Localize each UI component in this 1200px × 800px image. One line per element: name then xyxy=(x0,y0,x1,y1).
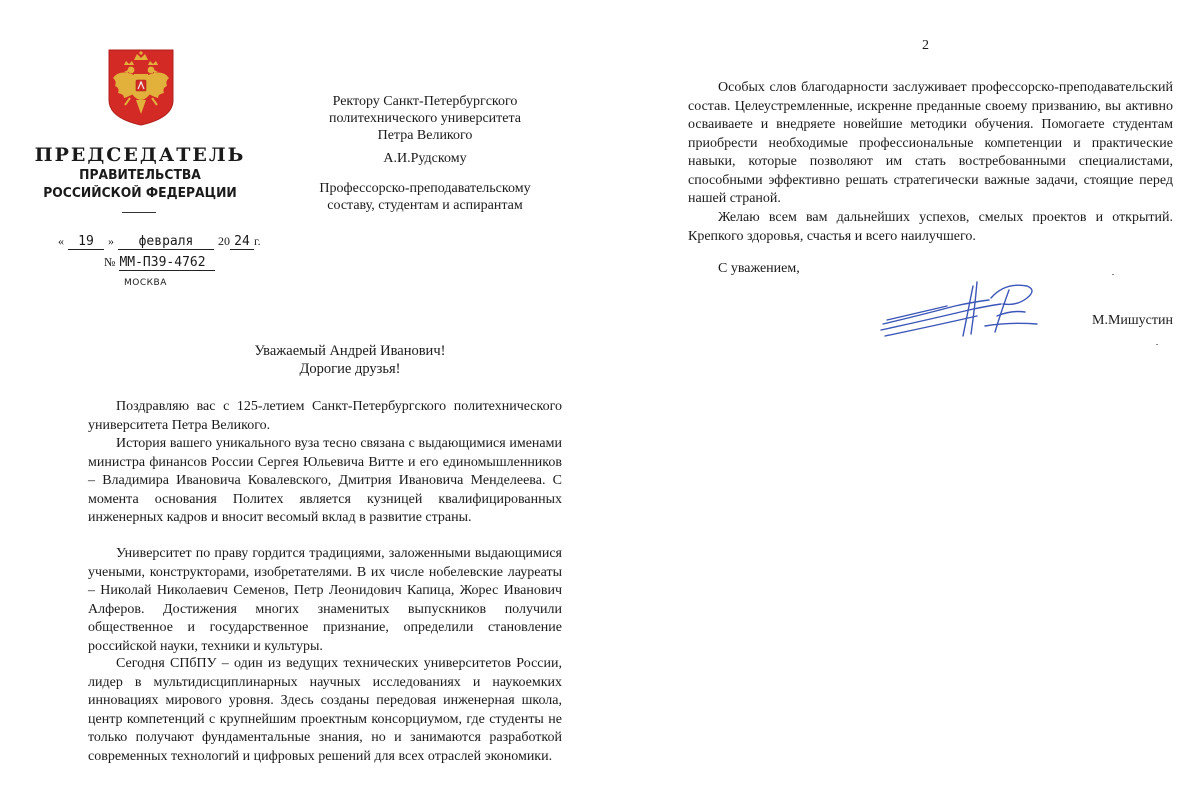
addressee-line1: Ректору Санкт-Петербургского xyxy=(332,94,518,109)
addressee-line2: политехнического университета xyxy=(329,111,521,126)
date-month: февраля xyxy=(118,234,214,250)
date-year-unit: г. xyxy=(254,234,261,248)
addressee-line5: Профессорско-преподавательскому xyxy=(319,181,531,196)
salutation-line1: Уважаемый Андрей Иванович! xyxy=(254,343,446,359)
body-paragraph-3: Университет по праву гордится традициями, заложенными выдающимися учеными, конструкторами, изобретателями. В их числе нобелевские лауреаты – Николай Николаевич Семенов, Петр Леонидович Капица, Жорес Иванович Алферов. Достижения многих знаменитых выпускников получили общественное и государственное признание, определили становление российской науки, техники и культуры. xyxy=(88,546,562,654)
salutation-line2: Дорогие друзья! xyxy=(299,361,401,377)
scan-speck xyxy=(1156,344,1158,345)
signer-name: М.Мишустин xyxy=(1092,313,1173,328)
addressee-line6: составу, студентам и аспирантам xyxy=(327,198,523,213)
date-day: 19 xyxy=(68,234,104,250)
page2-paragraph-1: Особых слов благодарности заслуживает профессорско-преподавательский состав. Целеустремленные, искренне преданные своему призванию, вы активно осваиваете и внедряете новейшие методики обучения. Помогаете студентам приобрести необходимые профессиональные компетенции и практические навыки, которые позволяют им стать востребованными специалистами, способными эффективно решать стратегически важные задачи, стоящие перед нашей страной. xyxy=(688,80,1173,206)
letter-number xyxy=(104,253,215,271)
body-paragraph-4: Сегодня СПбПУ – один из ведущих технических университетов России, лидер в мультидисциплинарных научных исследованиях и наукоемких инновациях мирового уровня. Здесь созданы передовая инженерная школа, центр компетенций с крупнейшим проектным консорциумом, где студенты не только получают фундаментальные знания, но и занимаются разработкой современных технологий и цифровых решений для всех отраслей экономики. xyxy=(88,656,562,764)
letter-city: МОСКВА xyxy=(124,278,167,288)
addressee-name: А.И.Рудскому xyxy=(383,151,467,166)
scan-speck xyxy=(1112,274,1114,275)
letterhead-subtitle-line1: ПРАВИТЕЛЬСТВА xyxy=(79,168,201,183)
closing-regards: С уважением, xyxy=(718,261,800,276)
letter-date xyxy=(58,232,261,250)
date-open-quote: « xyxy=(58,234,64,248)
letterhead-title: ПРЕДСЕДАТЕЛЬ xyxy=(34,144,246,166)
date-year-prefix: 20 xyxy=(218,234,230,248)
body-paragraph-2: История вашего уникального вуза тесно связана с выдающимися именами министра финансов России Сергея Юльевича Витте и его единомышленников – Владимира Ивановича Ковалевского, Дмитрия Ивановича Менделеева. С момента основания Политех является кузницей квалифицированных инженерных кадров и вносит весомый вклад в развитие страны. xyxy=(88,436,562,525)
body-paragraph-1: Поздравляю вас с 125-летием Санкт-Петербургского политехнического университета Петра Великого. xyxy=(88,399,562,433)
letterhead-subtitle-line2: РОССИЙСКОЙ ФЕДЕРАЦИИ xyxy=(43,186,237,201)
addressee-line3: Петра Великого xyxy=(377,128,473,143)
handwritten-signature-icon xyxy=(877,276,1047,346)
page2-paragraph-2: Желаю всем вам дальнейших успехов, смелых проектов и открытий. Крепкого здоровья, счастья и всего наилучшего. xyxy=(688,210,1173,244)
date-close-quote: » xyxy=(108,234,114,248)
letterhead-divider xyxy=(122,212,156,213)
letter-page-2 xyxy=(600,0,1200,800)
page-number: 2 xyxy=(922,38,929,53)
number-value: ММ-П39-4762 xyxy=(119,255,215,271)
date-year: 24 xyxy=(230,234,254,250)
russian-coat-of-arms-icon xyxy=(106,48,176,126)
number-sign: № xyxy=(104,255,116,269)
